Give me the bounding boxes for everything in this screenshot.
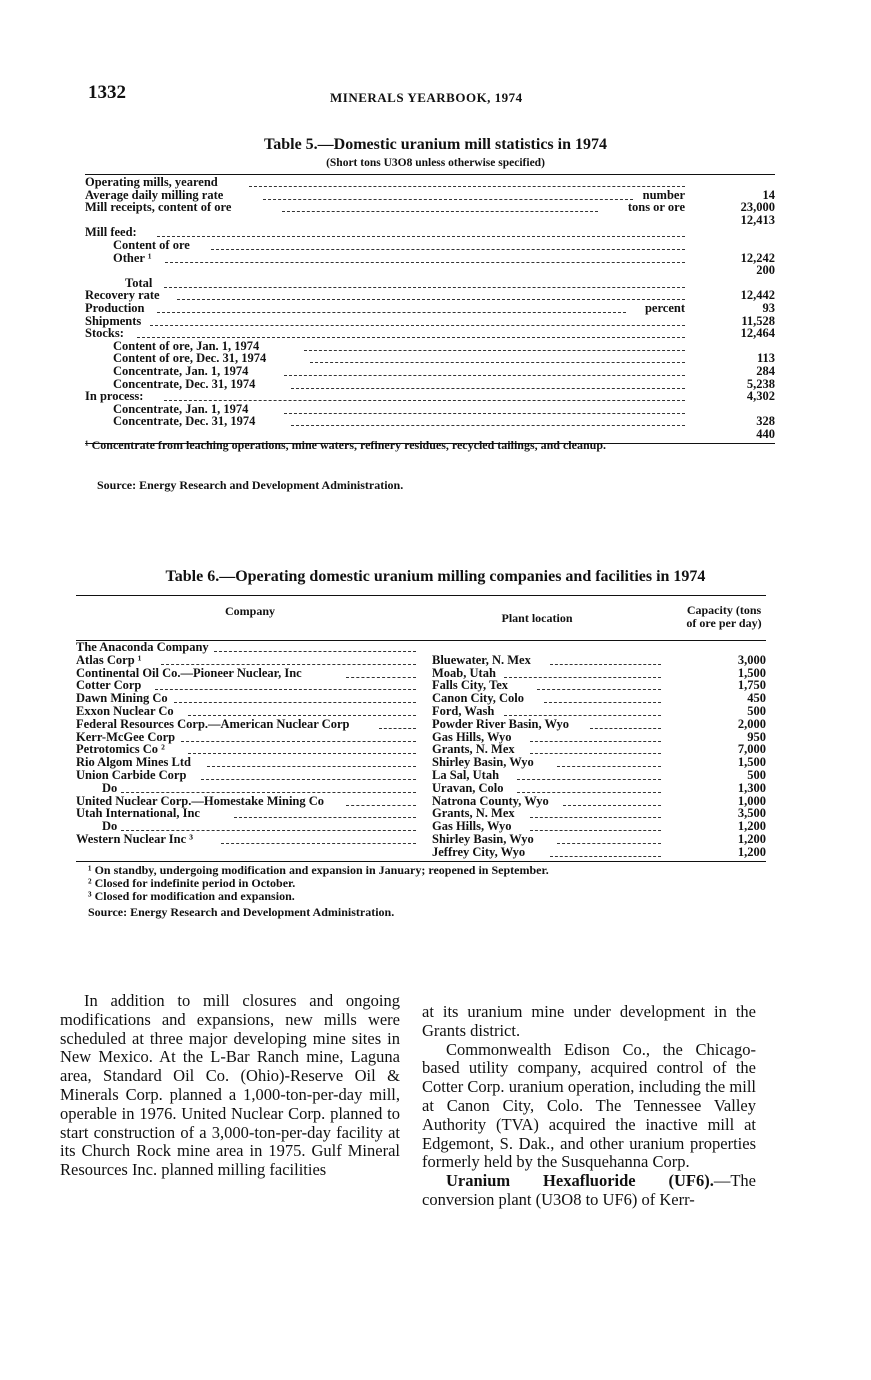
running-title: MINERALS YEARBOOK, 1974	[330, 90, 523, 105]
table6-header-capacity: Capacity (tons of ore per day)	[686, 603, 762, 630]
table6-capacity: 2,000	[737, 716, 766, 731]
body-paragraph: In addition to mill closures and ongoing modifications and expansions, new mills were scheduled at three major developing mine sites in New Mexico. At the L-Bar Ranch mine, Laguna area, Standard Oil Co. (Ohio)-Reserve Oil & Minerals Corp. planned a 1,000-ton-per-day mill, operable in 1976. United Nuclear Corp. planned to start construction of a 3,000-ton-per-day facility at its Church Rock mine area in 1975. Gulf Mineral Resources Inc. planned milling facilities	[60, 991, 400, 1180]
table5-source: Source: Energy Research and Development Administration.	[97, 478, 404, 492]
table6-company: United Nuclear Corp.—Homestake Mining Co	[76, 793, 325, 808]
table6-footnote-2: ² Closed for indefinite period in October.	[88, 876, 296, 890]
table6-capacity: 3,000	[737, 652, 766, 667]
table5-row-label: Concentrate, Jan. 1, 1974	[113, 363, 249, 378]
table6-company: Utah International, Inc	[76, 806, 200, 821]
table6-location: Natrona County, Wyo	[432, 793, 549, 808]
table6-row	[76, 769, 766, 782]
table5-row-label: Content of ore	[113, 237, 190, 252]
leader-dots	[530, 741, 661, 742]
table5-row	[85, 378, 775, 391]
table6-row	[76, 833, 766, 846]
table6-company: Western Nuclear Inc ³	[76, 831, 194, 846]
leader-dots	[504, 677, 661, 678]
leader-dots	[157, 312, 626, 313]
table5-row-label: Total	[125, 275, 153, 290]
leader-dots	[157, 236, 685, 237]
leader-dots	[530, 830, 661, 831]
table6-row	[76, 641, 766, 654]
leader-dots	[557, 843, 661, 844]
table5-row-label: Mill feed:	[85, 225, 137, 240]
body-paragraph: Commonwealth Edison Co., the Chicago-based utility company, acquired control of the Cotter Corp. uranium operation, including the mill at Canon City, Colo. The Tennessee Valley Authority (TVA) acquired the inactive mill at Edgemont, S. Dak., and other uranium properties formerly held by the Susquehanna Corp.	[422, 1039, 756, 1172]
leader-dots	[207, 766, 416, 767]
leader-dots	[137, 337, 685, 338]
leader-dots	[214, 651, 416, 652]
table6-row	[76, 846, 766, 859]
table6-company: Rio Algom Mines Ltd	[76, 755, 191, 770]
section-heading: Uranium Hexafluoride (UF6).	[446, 1171, 714, 1191]
table6-company: Do	[102, 780, 118, 795]
table5-row-value: 12,442	[740, 288, 775, 303]
table6-capacity: 3,500	[737, 806, 766, 821]
leader-dots	[517, 779, 661, 780]
table6-location: Moab, Utah	[432, 665, 496, 680]
table6-capacity: 1,000	[737, 793, 766, 808]
table6-location: Gas Hills, Wyo	[432, 819, 512, 834]
leader-dots	[263, 199, 633, 200]
leader-dots	[181, 741, 416, 742]
table6-company: Federal Resources Corp.—American Nuclear Corp	[76, 716, 350, 731]
table6-location: La Sal, Utah	[432, 767, 500, 782]
table6-bottom-rule	[76, 861, 766, 862]
leader-dots	[544, 702, 661, 703]
leader-dots	[165, 262, 685, 263]
table6-location: Shirley Basin, Wyo	[432, 831, 534, 846]
table6-capacity: 450	[747, 691, 766, 706]
table5-row-label: Content of ore, Dec. 31, 1974	[113, 351, 267, 366]
table6-header-company: Company	[224, 604, 275, 618]
section-text: —The conversion plant (U3O8 to UF6) of Kerr-	[422, 1171, 756, 1209]
table5-row-label: Other ¹	[113, 250, 152, 265]
table6-header-location: Plant location	[501, 611, 573, 625]
table6-location: Uravan, Colo	[432, 780, 504, 795]
leader-dots	[164, 400, 685, 401]
table5-row-label: Concentrate, Jan. 1, 1974	[113, 401, 249, 416]
table5-row-value: 12,464	[740, 326, 775, 341]
table6-row	[76, 782, 766, 795]
leader-dots	[557, 766, 661, 767]
table5-row-unit: tons or ore	[627, 200, 685, 215]
leader-dots	[188, 715, 416, 716]
leader-dots	[563, 805, 661, 806]
table6-location: Grants, N. Mex	[432, 806, 515, 821]
table5-row-value: 113	[756, 351, 775, 366]
table6-title: Table 6.—Operating domestic uranium milling companies and facilities in 1974	[165, 568, 706, 585]
table6-capacity: 950	[747, 729, 766, 744]
leader-dots	[282, 211, 598, 212]
table6-footnotes	[88, 864, 768, 903]
table5-row	[85, 277, 775, 290]
table6-source: Source: Energy Research and Development Administration.	[88, 905, 395, 919]
table5-row-label: Concentrate, Dec. 31, 1974	[113, 376, 256, 391]
table5-title: Table 5.—Domestic uranium mill statistics in 1974	[264, 136, 607, 153]
table5-row	[85, 365, 775, 378]
table6-row	[76, 667, 766, 680]
leader-dots	[590, 728, 661, 729]
leader-dots	[284, 413, 685, 414]
table5-row	[85, 176, 775, 189]
table6-capacity: 1,750	[737, 678, 766, 693]
table5-row-value: 440	[756, 426, 775, 441]
table6-company: The Anaconda Company	[76, 640, 209, 654]
table5-row-label: Average daily milling rate	[85, 187, 224, 202]
leader-dots	[201, 779, 416, 780]
table5-row	[85, 239, 775, 252]
table5-row-unit: number	[642, 187, 685, 202]
table6-company: Atlas Corp ¹	[76, 652, 142, 667]
table5-row	[85, 315, 775, 328]
leader-dots	[517, 792, 661, 793]
table6-row	[76, 692, 766, 705]
leader-dots	[346, 677, 416, 678]
leader-dots	[530, 753, 661, 754]
body-right-column	[422, 1003, 756, 1210]
table6-row	[76, 654, 766, 667]
table6-company: Union Carbide Corp	[76, 767, 187, 782]
table5-row	[85, 264, 775, 277]
leader-dots	[550, 856, 661, 857]
table5-row	[85, 415, 775, 428]
leader-dots	[221, 843, 416, 844]
table6-body	[76, 641, 766, 859]
table6-company: Cotter Corp	[76, 678, 142, 693]
table6-location: Ford, Wash	[432, 703, 495, 718]
table5-row-label: Operating mills, yearend	[85, 175, 218, 189]
table5-row	[85, 201, 775, 214]
leader-dots	[121, 830, 416, 831]
table6-capacity: 1,500	[737, 755, 766, 770]
table6-company: Kerr-McGee Corp	[76, 729, 176, 744]
table5-footnote: ¹ Concentrate from leaching operations, mine waters, refinery residues, recycled tailings, and cleanup.	[85, 438, 606, 452]
table5-row-value: 12,413	[740, 212, 775, 227]
table6-location: Bluewater, N. Mex	[432, 652, 531, 667]
leader-dots	[211, 249, 685, 250]
leader-dots	[150, 325, 685, 326]
leader-dots	[234, 817, 416, 818]
table6-row	[76, 718, 766, 731]
leader-dots	[504, 715, 661, 716]
table5-row-value: 328	[756, 414, 775, 429]
leader-dots	[249, 186, 685, 187]
body-paragraph-continued: at its uranium mine under development in the Grants district.	[422, 1002, 756, 1040]
table6-location: Falls City, Tex	[432, 678, 509, 693]
page-number: 1332	[88, 82, 126, 103]
table5-row-label: Recovery rate	[85, 288, 160, 303]
leader-dots	[291, 388, 685, 389]
table5-row-label: Production	[85, 300, 145, 315]
table6-capacity: 1,200	[737, 819, 766, 834]
table5-body	[85, 176, 775, 440]
table6-company: Do	[102, 819, 118, 834]
table6-row	[76, 807, 766, 820]
table5-row-label: Concentrate, Dec. 31, 1974	[113, 414, 256, 429]
table5-row-value: 93	[762, 300, 775, 315]
leader-dots	[174, 702, 416, 703]
table5-row-unit: percent	[644, 300, 685, 315]
table5-row-value: 12,242	[740, 250, 775, 265]
body-left-column	[60, 992, 400, 1180]
table5-row	[85, 302, 775, 315]
table6-footnote-3: ³ Closed for modification and expansion.	[88, 889, 295, 903]
table6-company: Exxon Nuclear Co	[76, 703, 174, 718]
leader-dots	[530, 817, 661, 818]
table6-capacity: 1,200	[737, 844, 766, 859]
table5-row-label: Mill receipts, content of ore	[85, 200, 232, 215]
table6-location: Powder River Basin, Wyo	[432, 716, 570, 731]
leader-dots	[310, 362, 685, 363]
table5-row-label: Shipments	[85, 313, 142, 328]
table5-row	[85, 390, 775, 403]
table6-location: Grants, N. Mex	[432, 742, 515, 757]
table6-top-rule	[76, 595, 766, 596]
table5-row-label: Stocks:	[85, 326, 124, 341]
table6-row	[76, 705, 766, 718]
table5-row-value: 23,000	[740, 200, 775, 215]
table6-row	[76, 679, 766, 692]
table6-capacity: 1,300	[737, 780, 766, 795]
table6-location: Gas Hills, Wyo	[432, 729, 512, 744]
table5-row-value: 5,238	[746, 376, 775, 391]
leader-dots	[537, 689, 661, 690]
table6-company: Petrotomics Co ²	[76, 742, 165, 757]
leader-dots	[177, 299, 685, 300]
table6-company: Continental Oil Co.—Pioneer Nuclear, Inc	[76, 665, 302, 680]
leader-dots	[161, 664, 416, 665]
table5-subtitle: (Short tons U3O8 unless otherwise specified)	[326, 157, 545, 169]
table5-row-value: 14	[762, 187, 775, 202]
leader-dots	[121, 792, 416, 793]
table6-capacity: 500	[747, 767, 766, 782]
leader-dots	[164, 287, 685, 288]
leader-dots	[550, 664, 661, 665]
table5-row	[85, 327, 775, 340]
table5-row-value: 200	[756, 263, 775, 278]
table6-location: Jeffrey City, Wyo	[432, 844, 526, 859]
table6-row	[76, 731, 766, 744]
leader-dots	[379, 728, 416, 729]
leader-dots	[284, 375, 685, 376]
leader-dots	[346, 805, 416, 806]
table6-capacity: 7,000	[737, 742, 766, 757]
leader-dots	[291, 425, 685, 426]
table6-company: Dawn Mining Co	[76, 691, 168, 706]
table5-row	[85, 214, 775, 227]
table6-capacity: 500	[747, 703, 766, 718]
table5-row	[85, 252, 775, 265]
table5-row-value: 11,528	[741, 313, 775, 328]
table6-footnote-1: ¹ On standby, undergoing modification and expansion in January; reopened in September.	[88, 863, 549, 877]
table5-row-value: 4,302	[746, 389, 775, 404]
table5-row-value: 284	[756, 363, 775, 378]
table5-row-label: In process:	[85, 389, 144, 404]
leader-dots	[188, 753, 416, 754]
table5-row-label: Content of ore, Jan. 1, 1974	[113, 338, 260, 353]
leader-dots	[155, 689, 416, 690]
table6-capacity: 1,200	[737, 831, 766, 846]
body-paragraph-heading	[422, 1172, 756, 1210]
table6-capacity: 1,500	[737, 665, 766, 680]
table6-location: Shirley Basin, Wyo	[432, 755, 534, 770]
table6-location: Canon City, Colo	[432, 691, 525, 706]
leader-dots	[304, 350, 685, 351]
